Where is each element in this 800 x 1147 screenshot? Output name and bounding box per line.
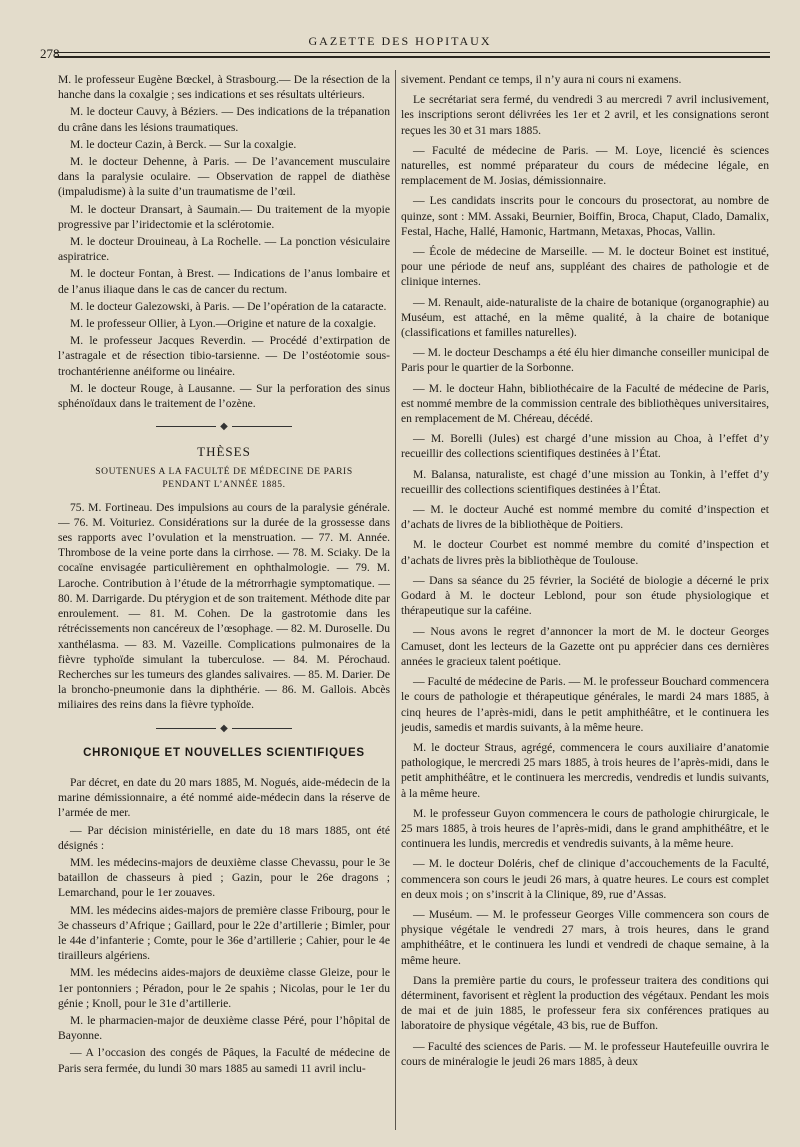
section-divider-ornament: ◆	[58, 721, 390, 736]
right-paragraph: — Faculté de médecine de Paris. — M. Loye, licencié ès sciences naturelles, est nommé préparateur du cours de médecine légale, en remplacement de M. Josias, démissionnaire.	[401, 143, 769, 188]
left-paragraph: M. le docteur Rouge, à Lausanne. — Sur la perforation des sinus sphénoïdaux dans le traitement de l’ozène.	[58, 381, 390, 411]
theses-heading: THÈSES	[197, 444, 251, 460]
right-paragraph: Dans la première partie du cours, le professeur traitera des conditions qui déterminent, favorisent et règlent la production des végétaux. Pendant les mois de mai et de juin 1885, le professeur fera six conférences pratiques au laboratoire de physique végétale, 43 bis, rue de Buffon.	[401, 973, 769, 1033]
right-paragraph: sivement. Pendant ce temps, il n’y aura ni cours ni examens.	[401, 73, 682, 86]
header-rule-thick	[55, 56, 770, 58]
left-paragraph: M. le docteur Dehenne, à Paris. — De l’avancement musculaire dans la paralysie oculaire. — Observation de rappel de diathèse (impaludisme) à la suite d’un traumatisme de l’œil.	[58, 155, 390, 199]
left-paragraph: M. le docteur Drouineau, à La Rochelle. — La ponction vésiculaire aspiratrice.	[58, 235, 390, 264]
right-paragraph: M. le docteur Courbet est nommé membre du comité d’inspection et d’achats de livres près la bibliothèque de Toulouse.	[401, 538, 769, 567]
chronique-paragraph: — A l’occasion des congés de Pâques, la Faculté de médecine de Paris sera fermée, du lundi 30 mars 1885 au samedi 11 avril inclu-	[58, 1046, 390, 1075]
right-paragraph: — M. le docteur Auché est nommé membre du comité d’inspection et d’achats de livres de la bibliothèque de Poitiers.	[401, 503, 769, 532]
right-paragraph: — Les candidats inscrits pour le concours du prosectorat, au nombre de quinze, sont : MM. Assaki, Beurnier, Boiffin, Broca, Chaput, Clado, Damalix, Festal, Hache, Hallé, Hamonic, Hartmann, Metaxas, Phocas, Vallin.	[401, 194, 769, 238]
right-paragraph: Le secrétariat sera fermé, du vendredi 3 au mercredi 7 avril inclusivement, les inscriptions seront délivrées les 1er et 2 avril, et les consignations seront reçues les 30 et 31 mars 1885.	[401, 93, 769, 137]
theses-subheading-line2: PENDANT L’ANNÉE 1885.	[162, 479, 286, 490]
right-paragraph: M. Balansa, naturaliste, est chagé d’une mission au Tonkin, à l’effet d’y recueillir des collections scientifiques destinées à l’État.	[401, 467, 769, 496]
left-paragraph: M. le professeur Ollier, à Lyon.—Origine et nature de la coxalgie.	[70, 317, 377, 331]
chronique-paragraph: MM. les médecins aides-majors de première classe Fribourg, pour le 3e chasseurs d’Afrique ; Gaillard, pour le 22e d’artillerie ; Bimler, pour le 44e d’infanterie ; Comte, pour le 36e d’artillerie ; Cahier, pour le 4e tirailleurs algériens.	[58, 903, 390, 963]
theses-subheading-line1: SOUTENUES A LA FACULTÉ DE MÉDECINE DE PARIS	[95, 466, 353, 477]
right-paragraph: — M. Borelli (Jules) est chargé d’une mission au Choa, à l’effet d’y recueillir des collections scientifiques destinées à l’État.	[401, 432, 769, 461]
right-paragraph: — École de médecine de Marseille. — M. le docteur Boinet est institué, pour une période de neuf ans, suppléant des chaires de pathologie et de clinique internes.	[401, 245, 769, 289]
theses-subheading	[58, 466, 390, 492]
left-paragraph: M. le docteur Fontan, à Brest. — Indications de l’anus lombaire et de l’anus iliaque dans le cas de cancer du rectum.	[58, 267, 390, 296]
chronique-paragraph: Par décret, en date du 20 mars 1885, M. Nogués, aide-médecin de la marine démissionnaire, a été nommé aide-médecin dans la réserve de l’armée de mer.	[58, 775, 390, 820]
chronique-paragraph: — Par décision ministérielle, en date du 18 mars 1885, ont été désignés :	[58, 823, 390, 852]
right-paragraph: — M. le docteur Deschamps a été élu hier dimanche conseiller municipal de Paris pour le quartier de la Sorbonne.	[401, 346, 769, 375]
right-paragraph: M. le professeur Guyon commencera le cours de pathologie chirurgicale, le 25 mars 1885, à trois heures de l’après-midi, dans le grand amphithéâtre, et le continuera les lundis, mercredis et vendredis suivants, à la même heure.	[401, 806, 769, 851]
right-paragraph: — Nous avons le regret d’annoncer la mort de M. le docteur Georges Camuset, dont les lecteurs de la Gazette ont pu apprécier dans ces dernières années le gracieux talent poétique.	[401, 624, 769, 668]
left-paragraph: M. le docteur Cazin, à Berck. — Sur la coxalgie.	[70, 137, 297, 151]
running-title: GAZETTE DES HOPITAUX	[308, 34, 492, 48]
right-paragraph: M. le docteur Straus, agrégé, commencera le cours auxiliaire d’anatomie pathologique, le mercredi 25 mars 1885, à trois heures de l’après-midi, dans le petit amphithéâtre, et le continuera les mercredis, vendredis et lundis suivants, à la même heure.	[401, 740, 769, 800]
right-paragraph: — Dans sa séance du 25 février, la Société de biologie a décerné le prix Godard à M. le docteur Leblond, pour son étude physiologique et thérapeutique sur la caféine.	[401, 573, 769, 618]
right-column	[401, 72, 769, 1132]
page-number: 278	[40, 46, 60, 61]
right-paragraph: — M. le docteur Doléris, chef de clinique d’accouchements de la Faculté, commencera son cours le jeudi 26 mars, à quatre heures. Le cours est complet en deux mois ; on s’inscrit à la Clinique, 89, rue d’Assas.	[401, 857, 769, 901]
left-paragraph: M. le docteur Cauvy, à Béziers. — Des indications de la trépanation du crâne dans les lésions traumatiques.	[58, 105, 390, 134]
right-paragraph: — Faculté des sciences de Paris. — M. le professeur Hautefeuille ouvrira le cours de minéralogie le jeudi 26 mars 1885, à deux	[401, 1039, 769, 1068]
right-paragraph: — Muséum. — M. le professeur Georges Ville commencera son cours de physique végétale le vendredi 27 mars, à trois heures, dans le grand amphithéâtre, et le continuera les lundi et vendredi de chaque semaine, à la même heure.	[401, 907, 769, 967]
header-rule	[55, 52, 770, 53]
left-column	[58, 72, 390, 1132]
column-separator	[395, 70, 396, 1130]
left-paragraph: M. le docteur Dransart, à Saumain.— Du traitement de la myopie progressive par l’iridectomie et la sclérotomie.	[58, 202, 390, 231]
left-paragraph: M. le docteur Galezowski, à Paris. — De l’opération de la cataracte.	[70, 299, 387, 313]
right-paragraph: — M. Renault, aide-naturaliste de la chaire de botanique (organographie) au Muséum, est attaché, en la même qualité, à la chaire de botanique (classifications et familles naturelles).	[401, 295, 769, 340]
chronique-heading: CHRONIQUE ET NOUVELLES SCIENTIFIQUES	[83, 746, 365, 759]
left-paragraph: M. le professeur Eugène Bœckel, à Strasbourg.— De la résection de la hanche dans la coxalgie ; ses indications et ses résultats ultérieurs.	[58, 73, 390, 102]
chronique-paragraph: M. le pharmacien-major de deuxième classe Péré, pour l’hôpital de Bayonne.	[58, 1013, 390, 1043]
chronique-paragraph: MM. les médecins-majors de deuxième classe Chevassu, pour le 3e bataillon de chasseurs à pied ; Gazin, pour le 26e dragons ; Lemarchand, pour le 1er zouaves.	[58, 855, 390, 900]
section-divider-ornament: ◆	[58, 419, 390, 434]
right-paragraph: — M. le docteur Hahn, bibliothécaire de la Faculté de médecine de Paris, est nommé membre de la commission centrale des bibliothèques universitaires, en remplacement de M. Chéreau, décédé.	[401, 381, 769, 426]
chronique-paragraph: MM. les médecins aides-majors de deuxième classe Gleize, pour le 1er pontonniers ; Péradon, pour le 2e spahis ; Nicolas, pour le 1er du génie ; Knoll, pour le 31e d’artillerie.	[58, 966, 390, 1010]
right-paragraph: — Faculté de médecine de Paris. — M. le professeur Bouchard commencera le cours de pathologie et thérapeutique générales, le mardi 24 mars 1885, à cinq heures de l’après-midi, dans le petit amphithéâtre, et le continuera les jeudis, samedis et mardis suivants, à la même heure.	[401, 675, 769, 734]
page-header	[0, 28, 800, 64]
left-paragraph: M. le professeur Jacques Reverdin. — Procédé d’extirpation de l’astragale et de résection tibio-tarsienne. — De l’ostéotomie sous-trochantérienne anéiforme ou linéaire.	[58, 334, 390, 378]
theses-list: 75. M. Fortineau. Des impulsions au cours de la paralysie générale. — 76. M. Voituriez. Considérations sur la durée de la grossesse dans ses rapports avec l’ovulation et la menstruation. — 77. M. Année. Thrombose de la veine porte dans la cirrhose. — 78. M. Sciaky. De la cocaïne envisagée particulièrement en ophthalmologie. — 79. M. Laroche. Contribution à l’étude de la métrorrhagie symptomatique. — 80. M. Darrigarde. Du ptérygion et de son traitement. Méthode dite par enroulement. — 81. M. Cohen. De la gastrotomie dans les rétrécissements non cancéreux de l’œsophage. — 82. M. Duroselle. Du xanthélasma. — 83. M. Vazeille. Complications pulmonaires de la fièvre typhoïde simulant la tuberculose. — 84. M. Pérochaud. Recherches sur les tumeurs des glandes salivaires. — 85. M. Darier. De la broncho-pneumonie dans la diphthérie. — 86. M. Gallois. Abcès miliaires des reins dans la fièvre typhoïde.	[58, 500, 390, 712]
